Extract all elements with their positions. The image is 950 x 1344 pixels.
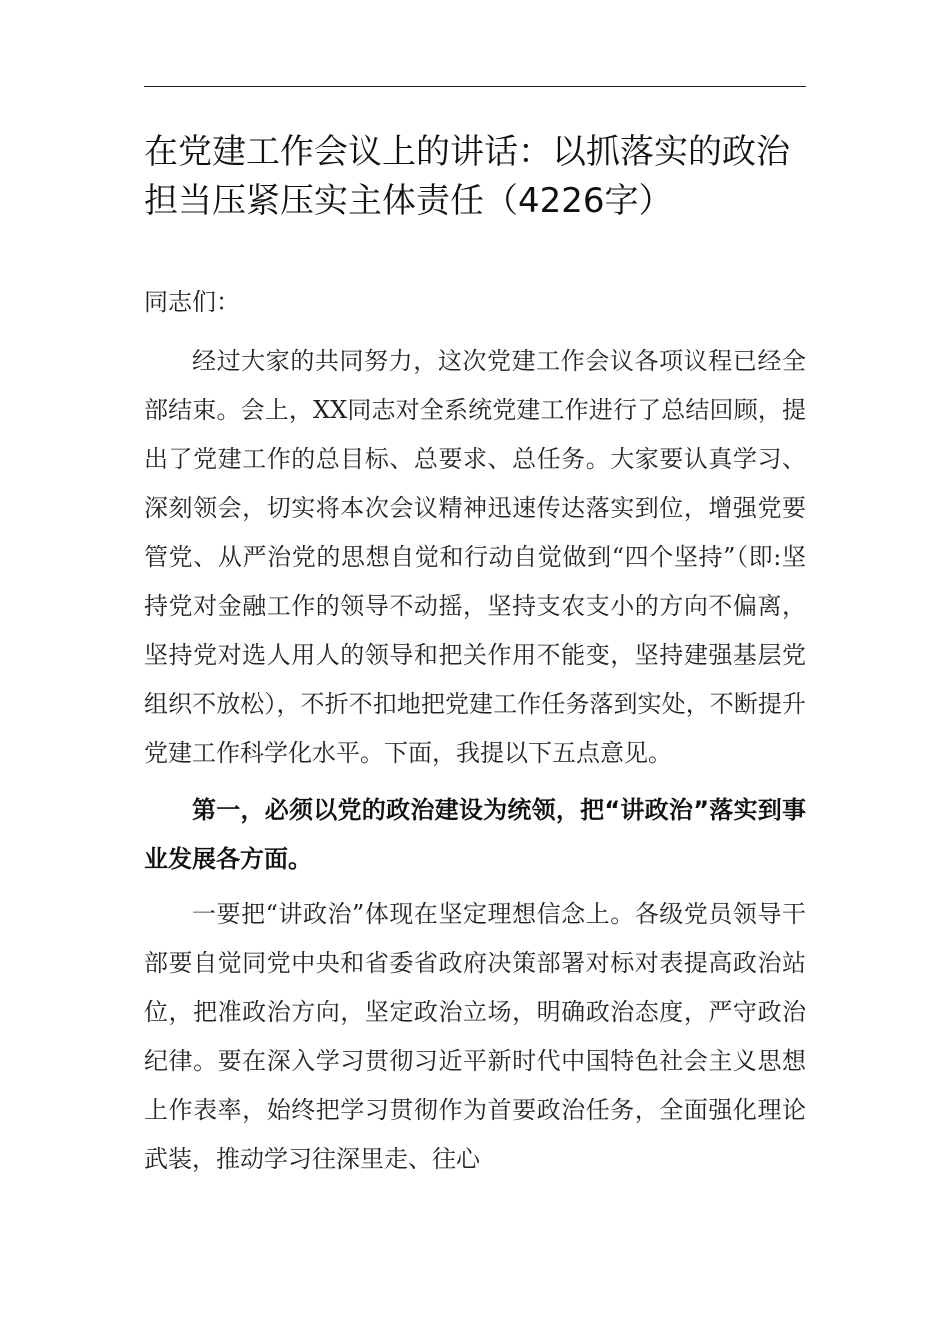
document-body <box>144 278 806 1184</box>
section-heading: 第一，必须以党的政治建设为统领，把“讲政治”落实到事业发展各方面。 <box>144 796 806 873</box>
header-rule <box>144 86 806 87</box>
document-title: 在党建工作会议上的讲话：以抓落实的政治担当压紧压实主体责任（4226字） <box>144 132 790 221</box>
intro-paragraph: 经过大家的共同努力，这次党建工作会议各项议程已经全部结束。会上，XX同志对全系统党建工作进行了总结回顾，提出了党建工作的总目标、总要求、总任务。大家要认真学习、深刻领会，切实将本次会议精神迅速传达落实到位，增强党要管党、从严治党的思想自觉和行动自觉做到“四个坚持”（即:坚持党对金融工作的领导不动摇，坚持支农支小的方向不偏离，坚持党对选人用人的领导和把关作用不能变，坚持建强基层党组织不放松），不折不扣地把党建工作任务落到实处，不断提升党建工作科学化水平。下面，我提以下五点意见。 <box>144 347 806 767</box>
section-paragraph: 一要把“讲政治”体现在坚定理想信念上。各级党员领导干部要自觉同党中央和省委省政府决策部署对标对表提高政治站位，把准政治方向，坚定政治立场，明确政治态度，严守政治纪律。要在深入学习贯彻习近平新时代中国特色社会主义思想上作表率，始终把学习贯彻作为首要政治任务，全面强化理论武装，推动学习往深里走、往心 <box>144 900 806 1173</box>
greeting: 同志们： <box>144 288 240 316</box>
